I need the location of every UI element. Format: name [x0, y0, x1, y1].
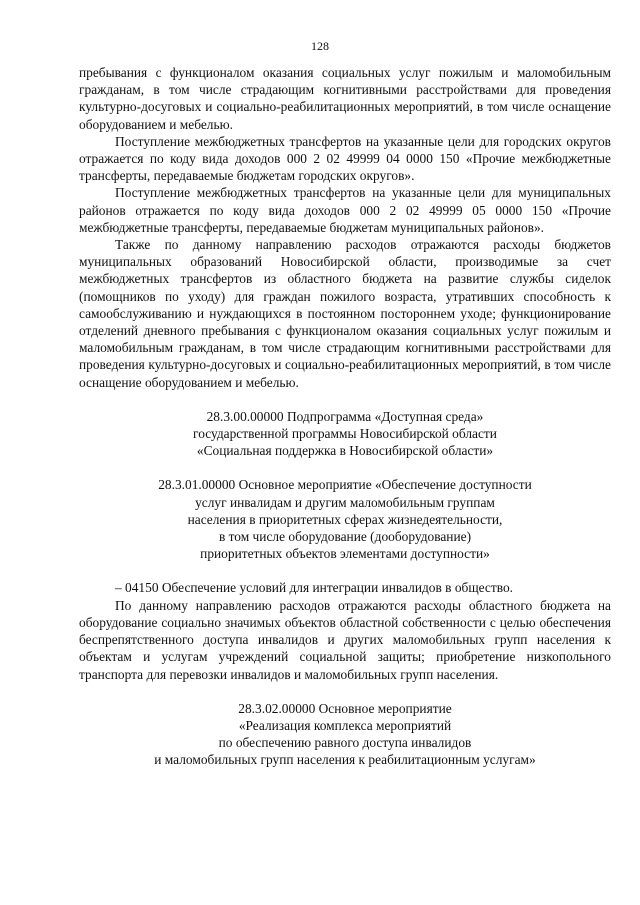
- heading-line: населения в приоритетных сферах жизнедеятельности,: [187, 511, 503, 527]
- heading-line: государственной программы Новосибирской области: [193, 426, 497, 442]
- heading-main-activity-1: [79, 476, 611, 562]
- heading-line: в том числе оборудование (дооборудование): [218, 529, 472, 545]
- paragraph-04150: – 04150 Обеспечение условий для интеграции инвалидов в общество.: [115, 580, 513, 596]
- heading-line: по обеспечению равного доступа инвалидов: [218, 735, 472, 751]
- heading-line: услуг инвалидам и другим маломобильным группам: [195, 494, 495, 510]
- heading-line: 28.3.00.00000 Подпрограмма «Доступная среда»: [206, 408, 484, 424]
- paragraph-continuation: пребывания с функционалом оказания социальных услуг пожилым и маломобильным гражданам, в том числе страдающим когнитивными расстройствами для проведения культурно-досуговых и социально-реабилитационных мероприятий, в том числе оснащение оборудованием и мебелью.: [79, 65, 611, 132]
- paragraph-regional-expenses: По данному направлению расходов отражаются расходы областного бюджета на оборудование социально значимых объектов областной собственности с целью обеспечения беспрепятственного доступа инвалидов и других маломобильных групп населения к объектам и услугам учреждений социальной защиты; приобретение низкопольного транспорта для перевозки инвалидов и маломобильных групп населения.: [79, 597, 611, 682]
- document-body: [79, 64, 611, 769]
- heading-line: «Реализация комплекса мероприятий: [238, 717, 452, 733]
- paragraph-municipal-districts: Поступление межбюджетных трансфертов на указанные цели для муниципальных районов отражается по коду вида доходов 000 2 02 49999 05 0000 150 «Прочие межбюджетные трансферты, передаваемые бюджетам муниципальных районов».: [79, 185, 611, 235]
- heading-line: 28.3.02.00000 Основное мероприятие: [238, 700, 452, 716]
- heading-subprogram: [79, 408, 611, 460]
- heading-line: и маломобильных групп населения к реабилитационным услугам»: [154, 752, 536, 768]
- paragraph-municipal-expenses: Также по данному направлению расходов отражаются расходы бюджетов муниципальных образований Новосибирской области, производимые за счет межбюджетных трансфертов из областного бюджета на развитие службы сиделок (помощников по уходу) для граждан пожилого возраста, утративших способность к самообслуживанию и нуждающихся в постоянном постороннем уходе; функционирование отделений дневного пребывания с функционалом оказания социальных услуг пожилым и маломобильным гражданам, в том числе страдающим когнитивными расстройствами для проведения культурно-досуговых и социально-реабилитационных мероприятий, в том числе оснащение оборудованием и мебелью.: [79, 237, 611, 390]
- heading-main-activity-2: [79, 700, 611, 769]
- heading-line: приоритетных объектов элементами доступности»: [200, 546, 490, 562]
- heading-line: «Социальная поддержка в Новосибирской области»: [196, 443, 494, 459]
- page-number: 128: [311, 39, 329, 53]
- heading-line: 28.3.01.00000 Основное мероприятие «Обеспечение доступности: [158, 477, 532, 493]
- paragraph-urban-districts: Поступление межбюджетных трансфертов на указанные цели для городских округов отражается по коду вида доходов 000 2 02 49999 04 0000 150 «Прочие межбюджетные трансферты, передаваемые бюджетам городских округов».: [79, 133, 611, 184]
